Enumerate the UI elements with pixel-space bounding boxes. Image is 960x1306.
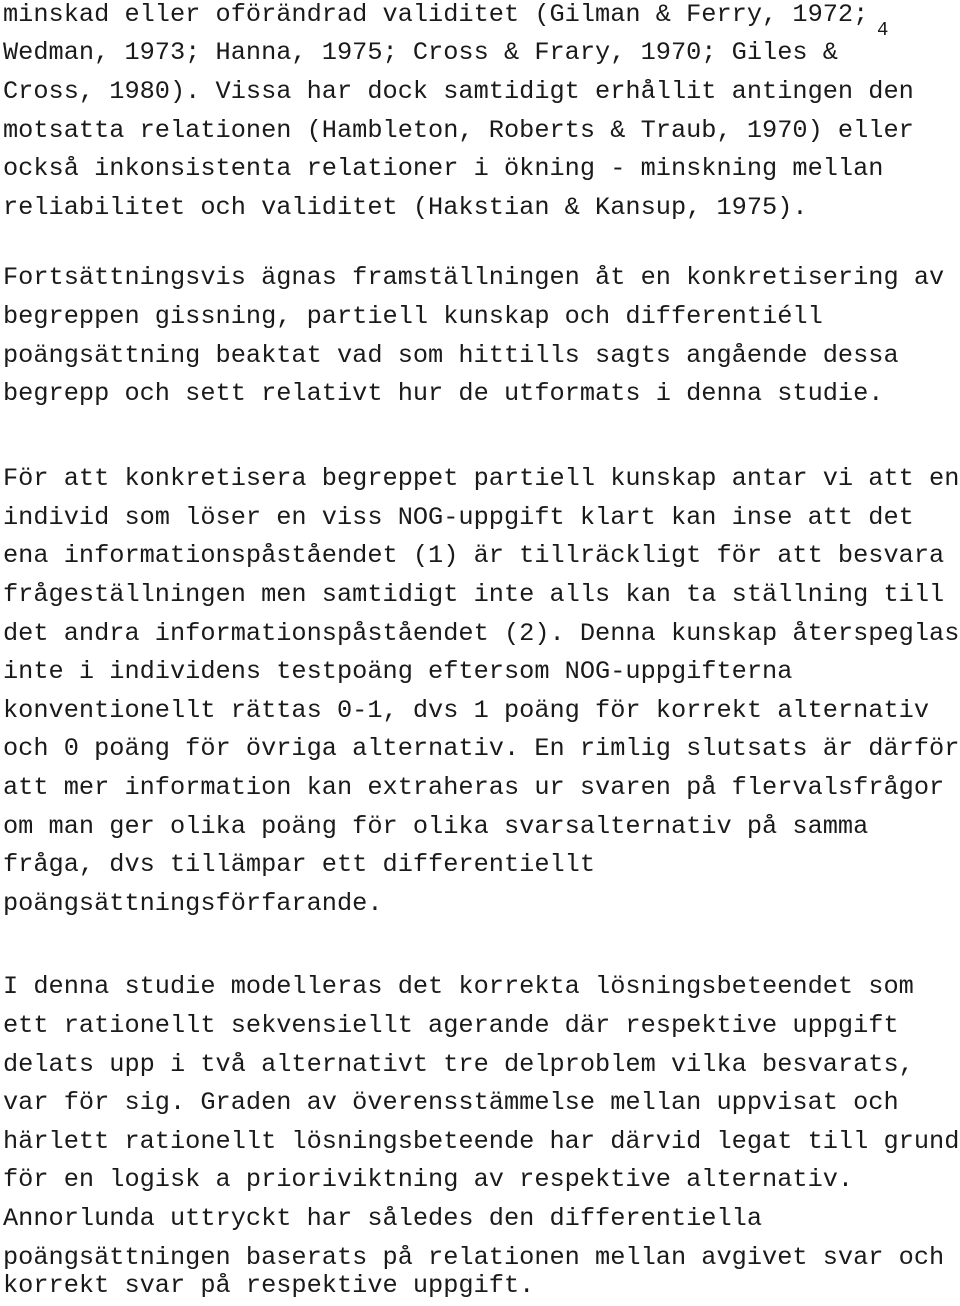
text-line: var för sig. Graden av överensstämmelse mellan uppvisat och (3, 1088, 899, 1117)
text-line: för en logisk a prioriviktning av respektive alternativ. (3, 1165, 854, 1194)
text-line: Fortsättningsvis ägnas framställningen åt en konkretisering av (3, 263, 945, 292)
text-line: inte i individens testpoäng eftersom NOG-uppgifterna (3, 657, 793, 686)
text-line: För att konkretisera begreppet partiell kunskap antar vi att en (3, 464, 960, 493)
text-line: poängsättning beaktat vad som hittills sagts angående dessa (3, 341, 899, 370)
text-line: delats upp i två alternativt tre delproblem vilka besvarats, (3, 1050, 914, 1079)
text-line: ett rationellt sekvensiellt agerande där respektive uppgift (3, 1011, 899, 1040)
text-line: poängsättningsförfarande. (3, 889, 383, 918)
text-line: Cross, 1980). Vissa har dock samtidigt erhållit antingen den (3, 77, 914, 106)
text-line: att mer information kan extraheras ur svaren på flervalsfrågor (3, 773, 945, 802)
text-line: om man ger olika poäng för olika svarsalternativ på samma (3, 812, 869, 841)
text-line: I denna studie modelleras det korrekta lösningsbeteendet som (3, 972, 914, 1001)
text-line: frågeställningen men samtidigt inte alls kan ta ställning till (3, 580, 945, 609)
text-line: begreppen gissning, partiell kunskap och differentiéll (3, 302, 823, 331)
text-line: korrekt svar på respektive uppgift. (3, 1271, 535, 1300)
text-line: poängsättningen baserats på relationen mellan avgivet svar och (3, 1243, 945, 1272)
text-line: och 0 poäng för övriga alternativ. En rimlig slutsats är därför (3, 734, 960, 763)
text-line: Annorlunda uttryckt har således den differentiella (3, 1204, 763, 1233)
page-number: 4 (877, 19, 889, 41)
text-line: reliabilitet och validitet (Hakstian & Kansup, 1975). (3, 193, 808, 222)
text-line: begrepp och sett relativt hur de utformats i denna studie. (3, 379, 884, 408)
text-line: härlett rationellt lösningsbeteende har därvid legat till grund (3, 1127, 960, 1156)
text-line: motsatta relationen (Hambleton, Roberts & Traub, 1970) eller (3, 116, 914, 145)
text-line: konventionellt rättas 0-1, dvs 1 poäng för korrekt alternativ (3, 696, 930, 725)
text-line: ena informationspåståendet (1) är tillräckligt för att besvara (3, 541, 945, 570)
text-line: minskad eller oförändrad validitet (Gilman & Ferry, 1972; (3, 0, 869, 29)
text-line: fråga, dvs tillämpar ett differentiellt (3, 850, 596, 879)
text-line: det andra informationspåståendet (2). Denna kunskap återspeglas (3, 619, 960, 648)
text-line: individ som löser en viss NOG-uppgift klart kan inse att det (3, 503, 914, 532)
text-line: Wedman, 1973; Hanna, 1975; Cross & Frary, 1970; Giles & (3, 38, 838, 67)
text-line: också inkonsistenta relationer i ökning - minskning mellan (3, 154, 884, 183)
